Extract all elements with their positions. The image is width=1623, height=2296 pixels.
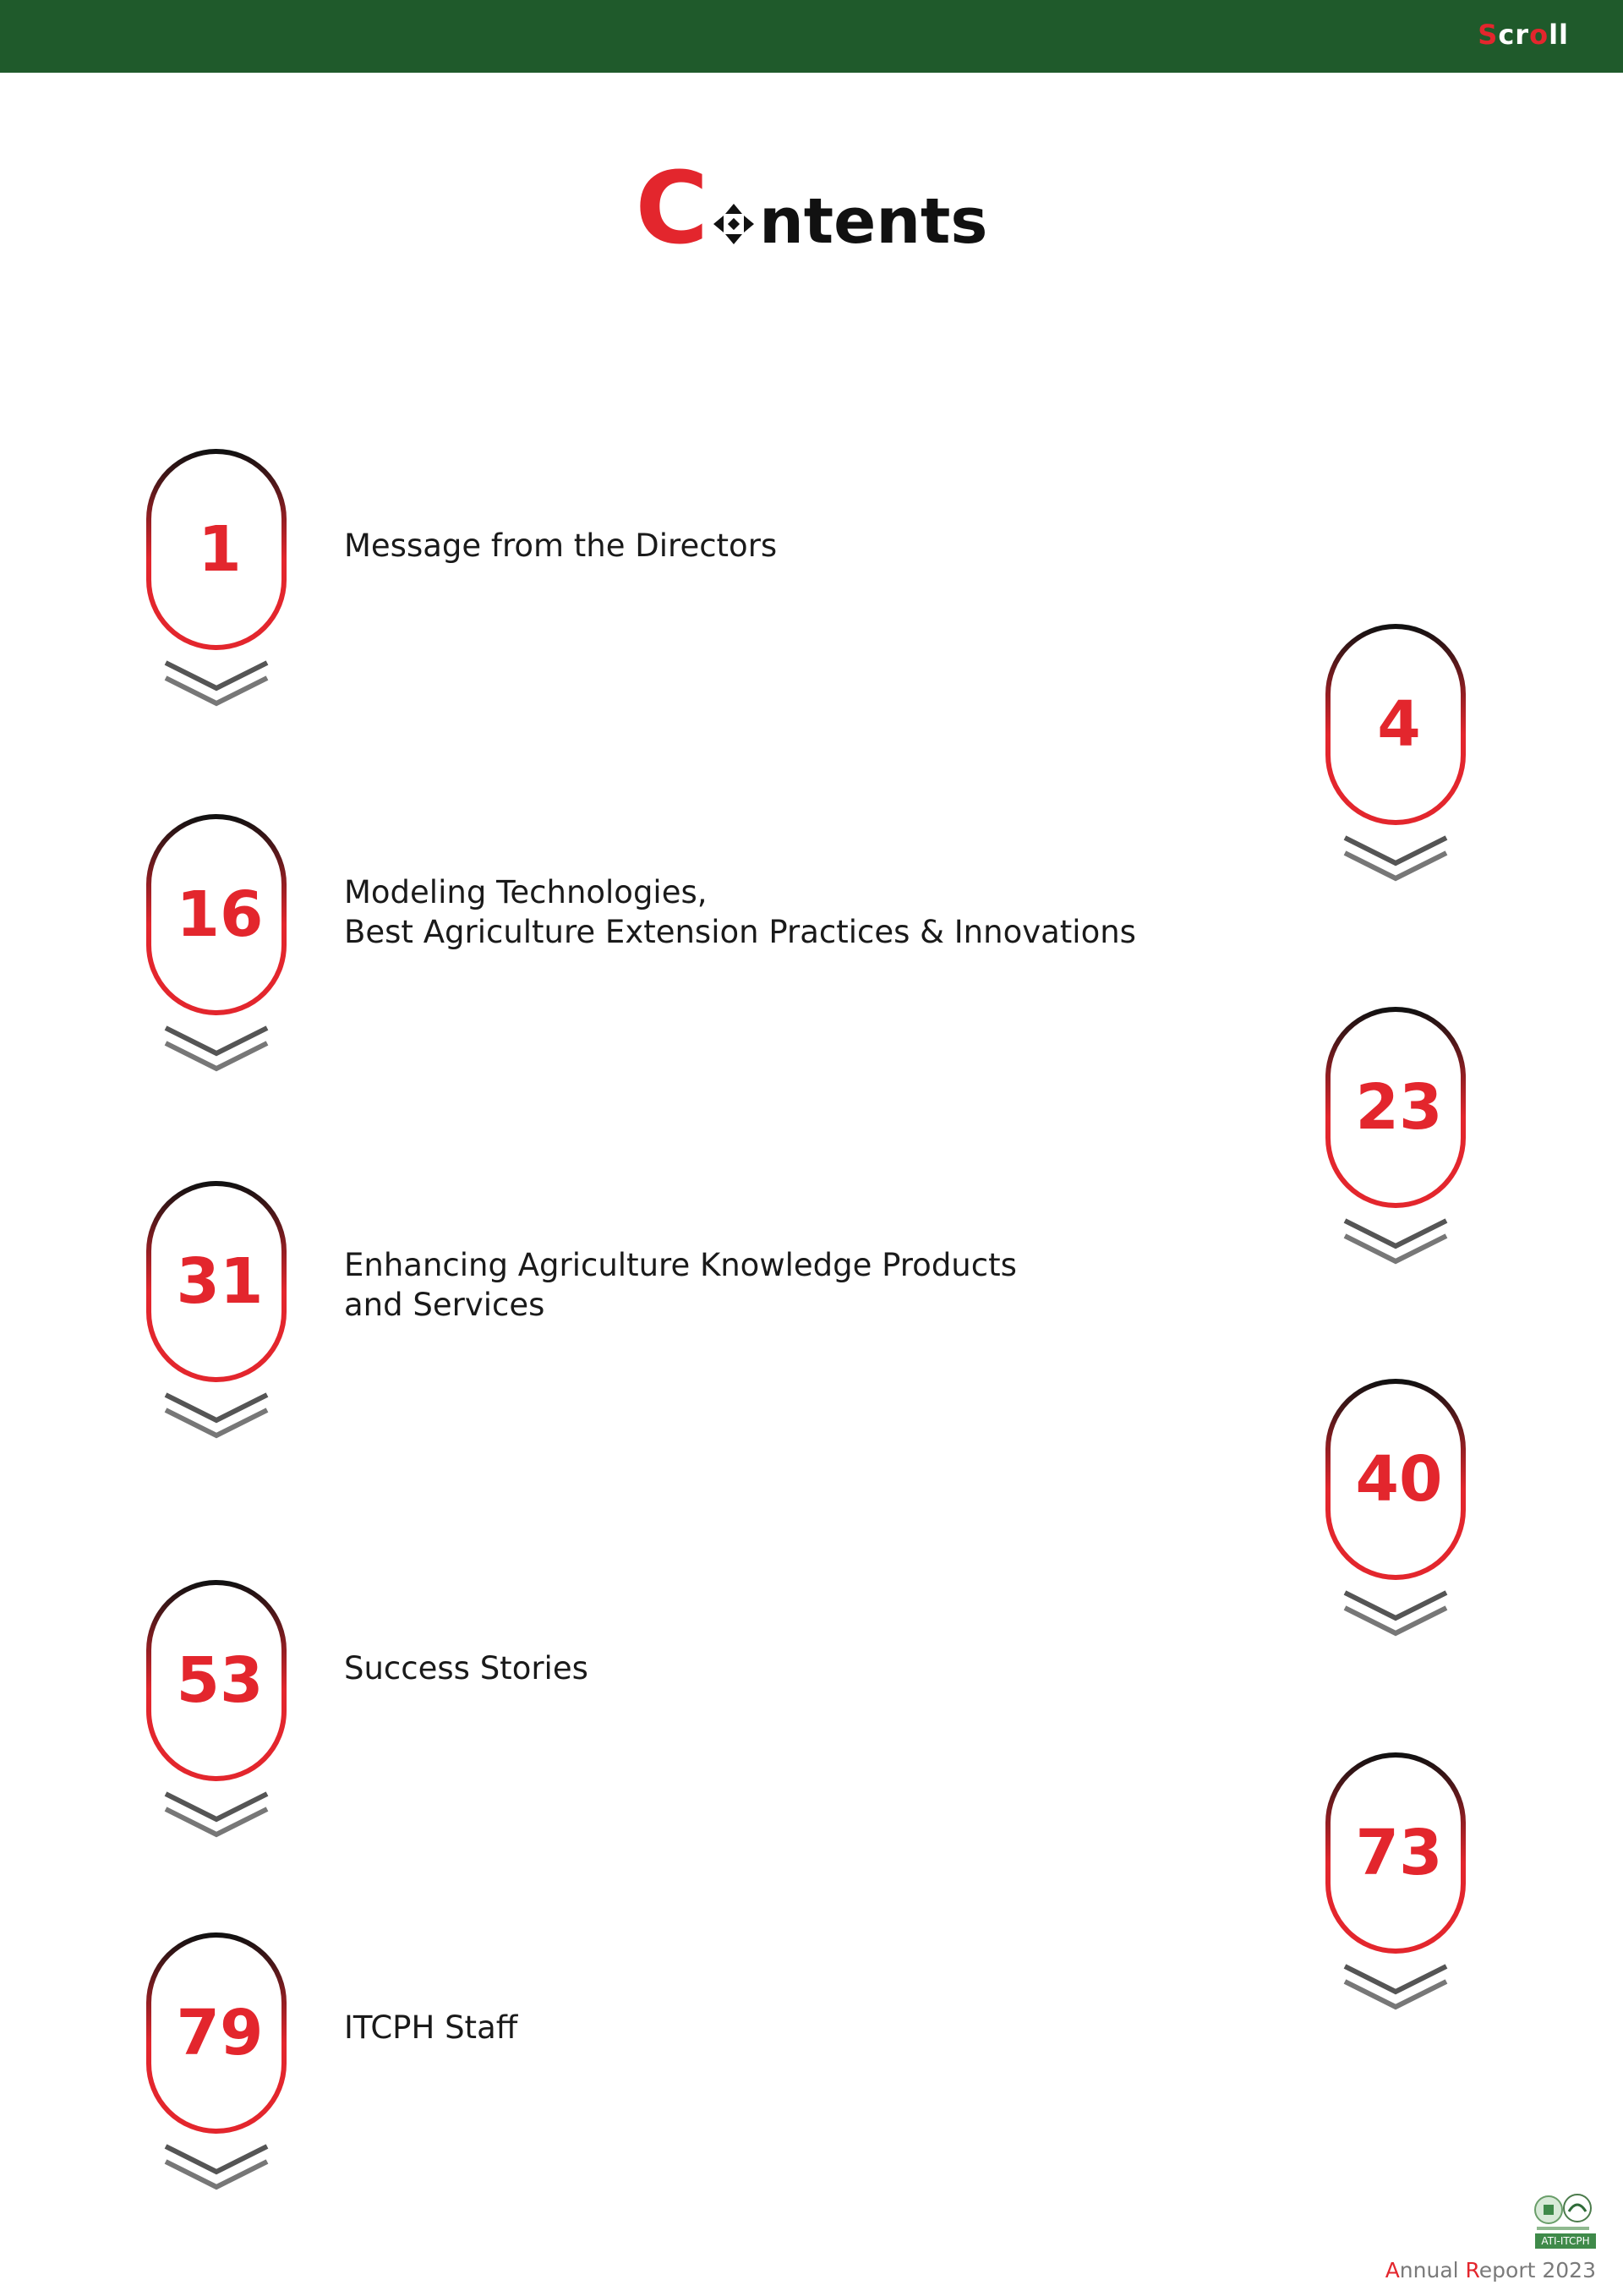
page-badge bbox=[144, 448, 296, 710]
header-bar bbox=[0, 0, 1623, 73]
entry-title: ITCPH Staff bbox=[344, 2009, 518, 2046]
page-number: 79 bbox=[176, 1997, 264, 2069]
page-title bbox=[0, 150, 1623, 266]
page-number: 23 bbox=[1355, 1071, 1443, 1144]
entry-title: Message from the Directors bbox=[344, 528, 778, 564]
page-badge bbox=[144, 1180, 296, 1442]
title-rest: ntents bbox=[759, 185, 988, 258]
four-arrow-diamond-icon bbox=[712, 202, 756, 246]
page-badge bbox=[144, 813, 296, 1075]
page-number: 40 bbox=[1355, 1443, 1443, 1516]
entry-title: Modeling Technologies, Best Agriculture Extension Practices & Innovations bbox=[344, 874, 1136, 950]
page-number: 16 bbox=[176, 878, 264, 951]
page-badge bbox=[1323, 623, 1475, 885]
page-number: 31 bbox=[176, 1245, 264, 1318]
title-initial: C bbox=[635, 150, 709, 266]
entry-title: Success Stories bbox=[344, 1650, 588, 1686]
page-badge bbox=[1323, 1752, 1475, 2014]
page-badge bbox=[1323, 1378, 1475, 1640]
footer-report-label: Annual Report 2023 bbox=[1385, 2258, 1596, 2282]
entry-title: Enhancing Agriculture Knowledge Products and Services bbox=[344, 1247, 1017, 1323]
page-number: 73 bbox=[1355, 1817, 1443, 1889]
page-badge bbox=[144, 1932, 296, 2194]
scroll-brand-logo: Scroll bbox=[1478, 19, 1569, 51]
page-badge bbox=[1323, 1006, 1475, 1268]
page-number: 53 bbox=[176, 1644, 264, 1717]
page-number: 1 bbox=[198, 513, 242, 586]
page-badge bbox=[144, 1579, 296, 1841]
logo-tag: ATI-ITCPH bbox=[1535, 2233, 1596, 2249]
page-number: 4 bbox=[1377, 688, 1421, 761]
